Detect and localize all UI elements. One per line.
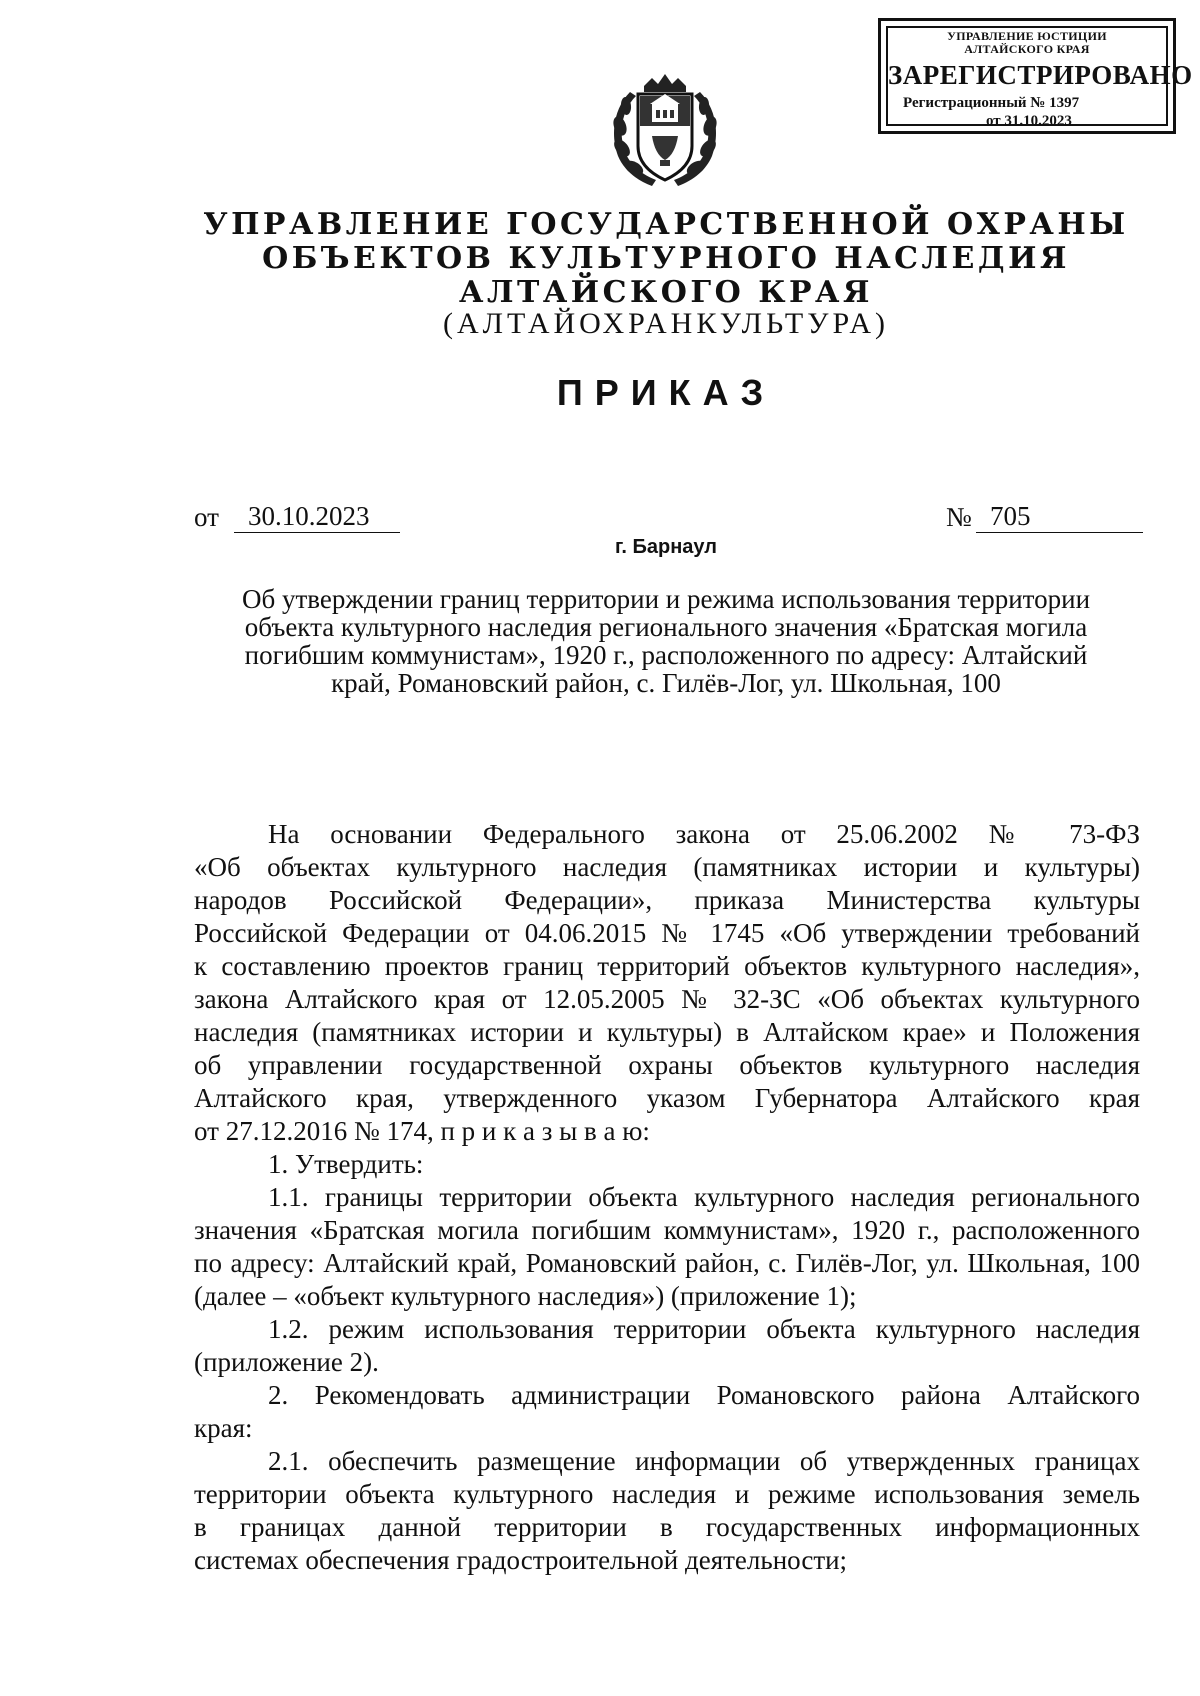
stamp-org-line1: УПРАВЛЕНИЕ ЮСТИЦИИ [947, 29, 1107, 43]
stamp-reg-number: Регистрационный № 1397 [903, 95, 1080, 111]
body-line: системах обеспечения градостроительной деятельности; [194, 1545, 848, 1575]
stamp-inner-frame [886, 26, 1193, 129]
body-line: от 27.12.2016 № 174, п р и к а з ы в а ю: [194, 1116, 650, 1146]
document-date: 30.10.2023 [234, 500, 400, 533]
document-type-title: ПРИКАЗ [556, 372, 776, 413]
header-line-3: АЛТАЙСКОГО КРАЯ [459, 275, 873, 310]
coat-of-arms-emblem [600, 64, 730, 194]
body-line: к составлению проектов границ территорий объектов культурного наследия», [194, 951, 1140, 981]
body-line: 1.1. границы территории объекта культурного наследия регионального [268, 1182, 1140, 1212]
stamp-org-line2: АЛТАЙСКОГО КРАЯ [964, 42, 1090, 56]
registration-stamp [878, 18, 1193, 134]
body-line: наследия (памятниках истории и культуры) в Алтайском крае» и Положения [194, 1017, 1140, 1047]
body-line: (приложение 2). [194, 1347, 379, 1377]
body-line: «Об объектах культурного наследия (памятниках истории и культуры) [194, 852, 1140, 882]
header-line-2: ОБЪЕКТОВ КУЛЬТУРНОГО НАСЛЕДИЯ [262, 241, 1070, 276]
body-line: Алтайского края, утвержденного указом Губернатора Алтайского края [194, 1083, 1140, 1113]
body-line: 1. Утвердить: [268, 1149, 424, 1179]
date-label: от [194, 502, 219, 532]
body-line: 2. Рекомендовать администрации Романовского района Алтайского [268, 1380, 1140, 1410]
body-line: закона Алтайского края от 12.05.2005 № 32-ЗС «Об объектах культурного [194, 984, 1140, 1014]
body-line: народов Российской Федерации», приказа Министерства культуры [194, 885, 1140, 915]
header-line-4: (АЛТАЙОХРАНКУЛЬТУРА) [443, 307, 889, 340]
body-line: Российской Федерации от 04.06.2015 № 1745 «Об утверждении требований [194, 918, 1140, 948]
body-line: по адресу: Алтайский край, Романовский район, с. Гилёв-Лог, ул. Школьная, 100 [194, 1248, 1140, 1278]
stamp-reg-date: от 31.10.2023 [986, 113, 1072, 129]
stamp-status: ЗАРЕГИСТРИРОВАНО [888, 60, 1193, 90]
body-line: об управлении государственной охраны объектов культурного наследия [194, 1050, 1140, 1080]
body-line: 2.1. обеспечить размещение информации об утвержденных границах [268, 1446, 1140, 1476]
body-line: (далее – «объект культурного наследия») (приложение 1); [194, 1281, 857, 1311]
header-line-1: УПРАВЛЕНИЕ ГОСУДАРСТВЕННОЙ ОХРАНЫ [203, 207, 1129, 242]
body-line: значения «Братская могила погибшим коммунистам», 1920 г., расположенного [194, 1215, 1140, 1245]
body-line: в границах данной территории в государственных информационных [194, 1512, 1140, 1542]
document-number: 705 [976, 500, 1143, 533]
city: г. Барнаул [615, 536, 717, 558]
body-line: 1.2. режим использования территории объекта культурного наследия [268, 1314, 1140, 1344]
number-label: № [946, 502, 972, 532]
document-subject: Об утверждении границ территории и режима использования территории объекта культурного наследия регионального значения «Братская могила погибшим коммунистам», 1920 г., расположенного по адресу: Алтайский край, Романовский район, с. Гилёв-Лог, ул. Школьная, 100 [241, 584, 1091, 698]
body-line: На основании Федерального закона от 25.06.2002 № 73-ФЗ [268, 819, 1140, 849]
body-line: территории объекта культурного наследия и режиме использования земель [194, 1479, 1140, 1509]
body-line: края: [194, 1413, 253, 1443]
